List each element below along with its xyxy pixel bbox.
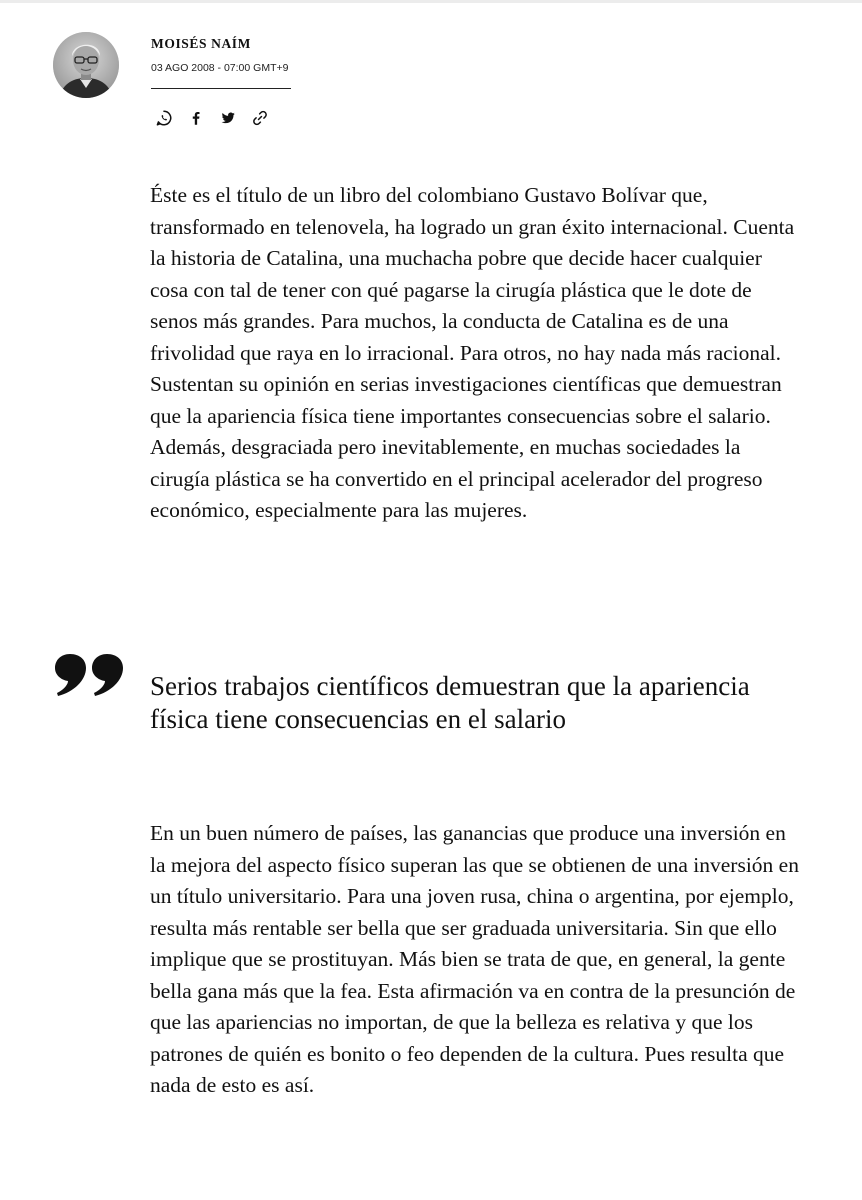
link-icon (251, 109, 269, 127)
pull-quote: Serios trabajos científicos demuestran que la apariencia física tiene consecuencias en el salario (150, 671, 750, 734)
author-photo (53, 32, 119, 98)
author-avatar[interactable] (53, 32, 119, 98)
quote-mark-icon (54, 650, 124, 698)
share-facebook-button[interactable] (182, 104, 210, 132)
whatsapp-icon (155, 109, 173, 127)
copy-link-button[interactable] (246, 104, 274, 132)
byline (53, 32, 313, 102)
byline-divider (151, 88, 291, 89)
share-whatsapp-button[interactable] (150, 104, 178, 132)
article-paragraph: Éste es el título de un libro del colombiano Gustavo Bolívar que, transformado en telenovela, ha logrado un gran éxito internacional. Cuenta la historia de Catalina, una muchacha pobre que decide hacer cualquier cosa con tal de tener con qué pagarse la cirugía plástica que le dote de senos más grandes. Para muchos, la conducta de Catalina es de una frivolidad que raya en lo irracional. Para otros, no hay nada más racional. Sustentan su opinión en serias investigaciones científicas que demuestran que la apariencia física tiene importantes consecuencias sobre el salario. Además, desgraciada pero inevitablemente, en muchas sociedades la cirugía plástica se ha convertido en el principal acelerador del progreso económico, especialmente para las mujeres. (150, 183, 795, 522)
publish-date: 03 AGO 2008 - 07:00 GMT+9 (151, 62, 289, 74)
article-paragraph: En un buen número de países, las ganancias que produce una inversión en la mejora del aspecto físico superan las que se obtienen de una inversión en un título universitario. Para una joven rusa, china o argentina, por ejemplo, resulta más rentable ser bella que ser graduada universitaria. Sin que ello implique que se prostituyan. Más bien se trata de que, en general, la gente bella gana más que la fea. Esta afirmación va en contra de la presunción de que las apariencias no importan, de que la belleza es relativa y que los patrones de quién es bonito o feo dependen de la cultura. Pues resulta que nada de esto es así. (150, 821, 799, 1097)
author-name[interactable]: MOISÉS NAÍM (151, 36, 251, 51)
share-twitter-button[interactable] (214, 104, 242, 132)
share-bar (150, 104, 274, 132)
top-rule (0, 0, 862, 3)
twitter-icon (219, 109, 237, 127)
facebook-icon (187, 109, 205, 127)
